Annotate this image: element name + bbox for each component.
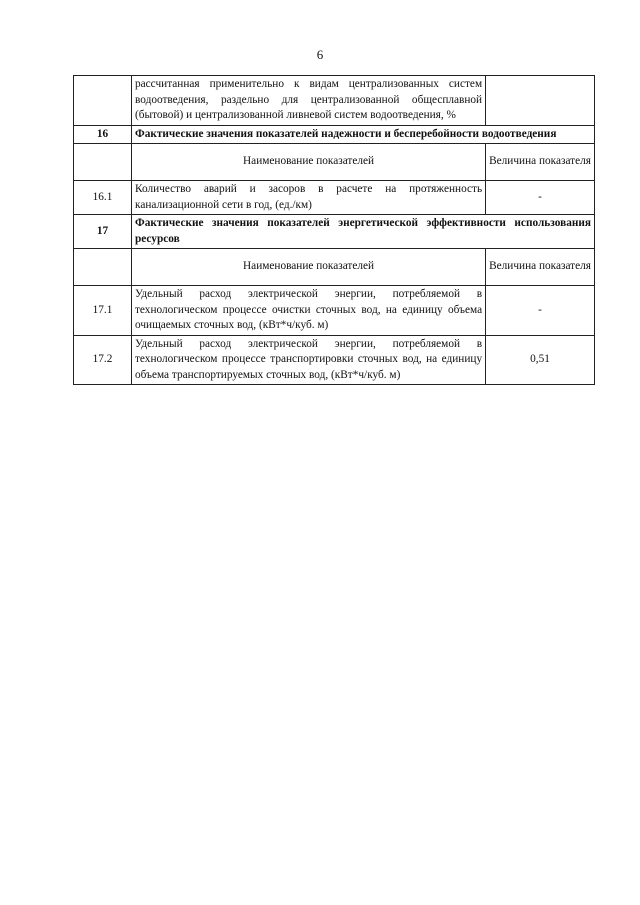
row-number-cell: 16.1 [74, 181, 132, 215]
table-row [74, 76, 595, 126]
section-number: 17 [74, 215, 132, 249]
indicators-table [73, 75, 595, 385]
page-number: 6 [316, 47, 324, 62]
row-value-cell: 0,51 [486, 335, 595, 385]
row-value-cell: - [486, 286, 595, 336]
section-row [74, 125, 595, 144]
table-row [74, 286, 595, 336]
row-value-cell: - [486, 181, 595, 215]
row-text-cell: рассчитанная применительно к видам централизованных систем водоотведения, раздельно для централизованной общесплавной (бытовой) и централизованной ливневой систем водоотведения, % [132, 76, 486, 126]
row-text-cell: Удельный расход электрической энергии, потребляемой в технологическом процессе очистки сточных вод, на единицу объема очищаемых сточных вод, (кВт*ч/куб. м) [132, 286, 486, 336]
header-name-cell: Наименование показателей [132, 249, 486, 286]
header-value-cell: Величина показателя [486, 144, 595, 181]
header-row [74, 144, 595, 181]
header-number-cell [74, 249, 132, 286]
row-text-cell: Количество аварий и засоров в расчете на протяженность канализационной сети в год, (ед./км) [132, 181, 486, 215]
row-number-cell [74, 76, 132, 126]
section-number: 16 [74, 125, 132, 144]
row-number-cell: 17.2 [74, 335, 132, 385]
header-name-cell: Наименование показателей [132, 144, 486, 181]
table-row [74, 181, 595, 215]
row-value-cell [486, 76, 595, 126]
section-title: Фактические значения показателей надежности и бесперебойности водоотведения [132, 125, 595, 144]
section-title: Фактические значения показателей энергетической эффективности использования ресурсов [132, 215, 595, 249]
header-row [74, 249, 595, 286]
section-row [74, 215, 595, 249]
header-value-cell: Величина показателя [486, 249, 595, 286]
row-text-cell: Удельный расход электрической энергии, потребляемой в технологическом процессе транспортировки сточных вод, на единицу объема транспортируемых сточных вод, (кВт*ч/куб. м) [132, 335, 486, 385]
row-number-cell: 17.1 [74, 286, 132, 336]
header-number-cell [74, 144, 132, 181]
table-row [74, 335, 595, 385]
